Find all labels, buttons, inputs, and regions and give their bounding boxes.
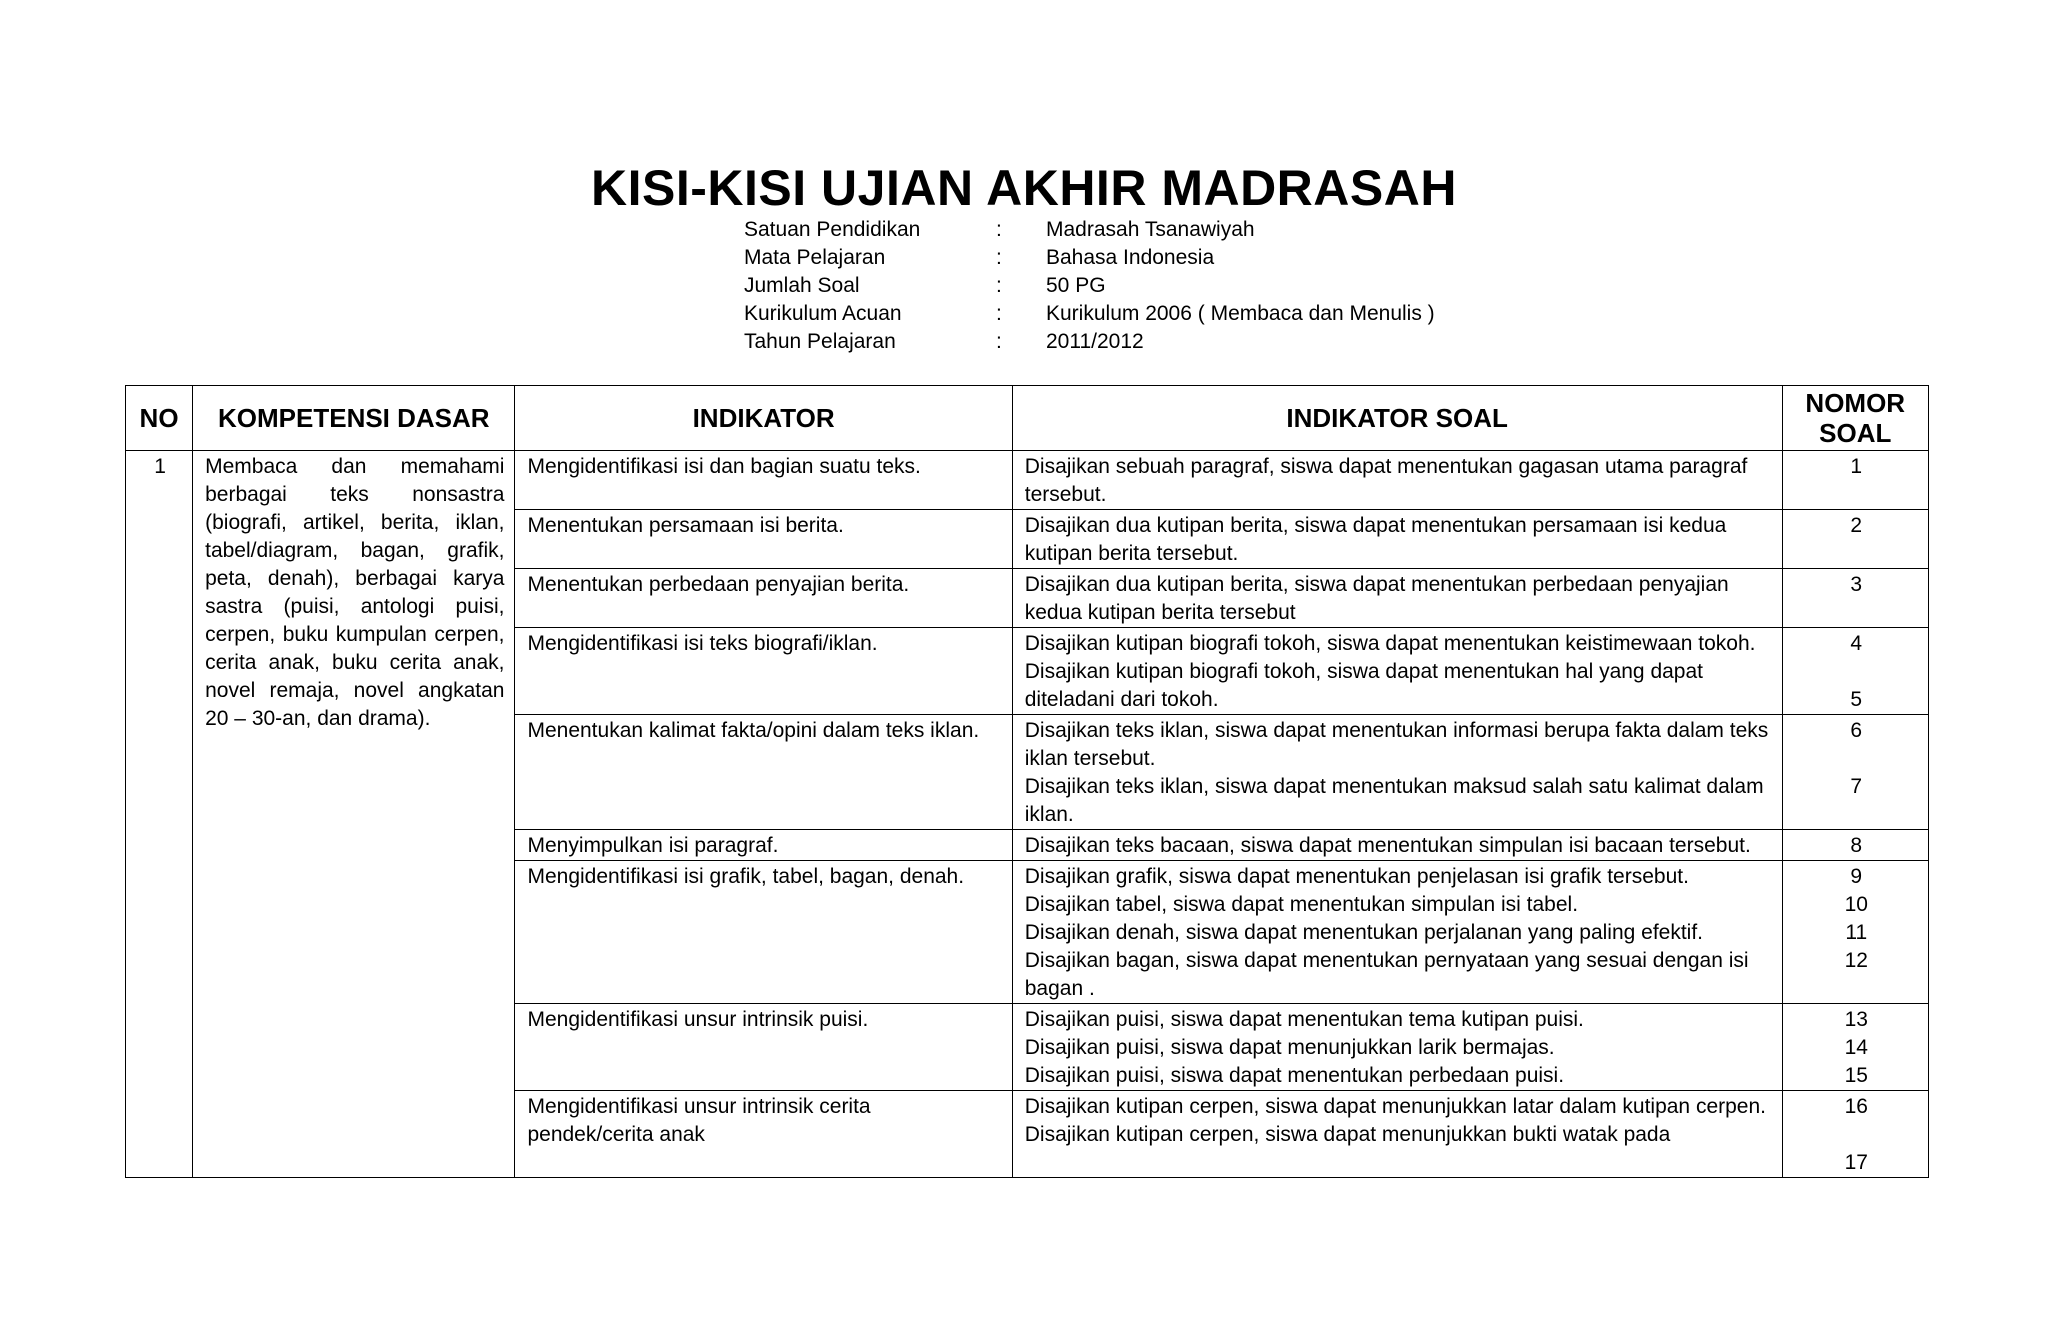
- kisi-table: [125, 385, 1929, 1178]
- header-nomor-soal: NOMOR SOAL: [1782, 386, 1928, 451]
- nomor-soal-item: 8: [1850, 834, 1863, 857]
- meta-row-tahun: [744, 328, 1546, 356]
- nomor-soal-item: 2: [1850, 514, 1863, 537]
- meta-colon: :: [996, 218, 1002, 241]
- nomor-soal-item: 15: [1844, 1064, 1868, 1087]
- cell-indikator: Mengidentifikasi isi grafik, tabel, bagan, denah.: [515, 861, 1012, 1004]
- cell-indikator: Menyimpulkan isi paragraf.: [515, 830, 1012, 861]
- cell-kompetensi-dasar: Membaca dan memahami berbagai teks nonsastra (biografi, artikel, berita, iklan, tabel/diagram, bagan, grafik, peta, denah), berbagai karya sastra (puisi, antologi puisi, cerpen, buku kumpulan cerpen, cerita anak, buku cerita anak, novel remaja, novel angkatan 20 – 30-an, dan drama).: [193, 451, 515, 1178]
- cell-indikator-soal: [1012, 830, 1782, 861]
- header-kompetensi-dasar: KOMPETENSI DASAR: [193, 386, 515, 451]
- table-row: [126, 451, 1929, 510]
- indikator-soal-item: Disajikan kutipan cerpen, siswa dapat menunjukkan latar dalam kutipan cerpen.: [1024, 1095, 1766, 1118]
- cell-nomor-soal: [1782, 830, 1928, 861]
- header-indikator-soal: INDIKATOR SOAL: [1012, 386, 1782, 451]
- meta-row-jumlah: [744, 272, 1546, 300]
- document-title: KISI-KISI UJIAN AKHIR MADRASAH: [591, 160, 1457, 216]
- nomor-soal-item: 3: [1850, 573, 1863, 596]
- nomor-soal-item: 16: [1844, 1095, 1868, 1118]
- cell-nomor-soal: [1782, 715, 1928, 830]
- cell-nomor-soal: [1782, 628, 1928, 715]
- meta-value: 2011/2012: [1046, 330, 1144, 353]
- cell-indikator-soal: [1012, 1004, 1782, 1091]
- cell-indikator-soal: [1012, 715, 1782, 830]
- indikator-soal-item: Disajikan teks iklan, siswa dapat menentukan maksud salah satu kalimat dalam iklan.: [1024, 775, 1764, 826]
- cell-indikator: Mengidentifikasi isi teks biografi/iklan.: [515, 628, 1012, 715]
- nomor-soal-item: 4: [1850, 632, 1863, 655]
- meta-label: Mata Pelajaran: [744, 246, 886, 269]
- indikator-soal-item: Disajikan kutipan cerpen, siswa dapat menunjukkan bukti watak pada: [1024, 1123, 1671, 1146]
- cell-indikator-soal: [1012, 628, 1782, 715]
- cell-indikator: Menentukan kalimat fakta/opini dalam teks iklan.: [515, 715, 1012, 830]
- table-body: [126, 451, 1929, 1178]
- indikator-soal-item: Disajikan kutipan biografi tokoh, siswa dapat menentukan keistimewaan tokoh.: [1024, 632, 1756, 655]
- nomor-soal-item: 11: [1845, 921, 1868, 944]
- nomor-soal-item: 10: [1844, 893, 1868, 916]
- table-header-row: [126, 386, 1929, 451]
- cell-indikator-soal: [1012, 451, 1782, 510]
- cell-nomor-soal: [1782, 1004, 1928, 1091]
- meta-value: Madrasah Tsanawiyah: [1046, 218, 1255, 241]
- nomor-soal-item: 12: [1844, 949, 1868, 972]
- indikator-soal-item: Disajikan bagan, siswa dapat menentukan pernyataan yang sesuai dengan isi bagan .: [1024, 949, 1749, 1000]
- meta-label: Satuan Pendidikan: [744, 218, 921, 241]
- nomor-soal-item: 5: [1850, 688, 1863, 711]
- meta-value: Kurikulum 2006 ( Membaca dan Menulis ): [1046, 302, 1435, 325]
- nomor-soal-item: 6: [1850, 719, 1863, 742]
- meta-label: Tahun Pelajaran: [744, 330, 896, 353]
- header-no: NO: [126, 386, 193, 451]
- cell-indikator: Menentukan persamaan isi berita.: [515, 510, 1012, 569]
- cell-nomor-soal: [1782, 510, 1928, 569]
- indikator-soal-item: Disajikan denah, siswa dapat menentukan perjalanan yang paling efektif.: [1024, 921, 1704, 944]
- cell-indikator: Mengidentifikasi unsur intrinsik cerita pendek/cerita anak: [515, 1091, 1012, 1178]
- cell-indikator-soal: [1012, 1091, 1782, 1178]
- cell-indikator: Menentukan perbedaan penyajian berita.: [515, 569, 1012, 628]
- indikator-soal-item: Disajikan tabel, siswa dapat menentukan simpulan isi tabel.: [1024, 893, 1579, 916]
- nomor-soal-item: 14: [1844, 1036, 1868, 1059]
- cell-indikator: Mengidentifikasi isi dan bagian suatu teks.: [515, 451, 1012, 510]
- nomor-soal-item: 13: [1844, 1008, 1868, 1031]
- meta-colon: :: [996, 330, 1002, 353]
- document-meta: [744, 216, 1546, 356]
- cell-indikator-soal: [1012, 861, 1782, 1004]
- header-indikator: INDIKATOR: [515, 386, 1012, 451]
- cell-indikator-soal: [1012, 510, 1782, 569]
- nomor-soal-item: 9: [1850, 865, 1863, 888]
- nomor-soal-item: 1: [1850, 455, 1863, 478]
- indikator-soal-item: Disajikan teks bacaan, siswa dapat menentukan simpulan isi bacaan tersebut.: [1024, 834, 1751, 857]
- nomor-soal-item: 17: [1844, 1151, 1868, 1174]
- cell-nomor-soal: [1782, 569, 1928, 628]
- cell-nomor-soal: [1782, 1091, 1928, 1178]
- indikator-soal-item: Disajikan dua kutipan berita, siswa dapat menentukan persamaan isi kedua kutipan berita tersebut.: [1024, 514, 1727, 565]
- cell-indikator: Mengidentifikasi unsur intrinsik puisi.: [515, 1004, 1012, 1091]
- cell-nomor-soal: [1782, 861, 1928, 1004]
- meta-label: Jumlah Soal: [744, 274, 860, 297]
- cell-no: 1: [126, 451, 193, 1178]
- indikator-soal-item: Disajikan puisi, siswa dapat menunjukkan larik bermajas.: [1024, 1036, 1555, 1059]
- indikator-soal-item: Disajikan dua kutipan berita, siswa dapat menentukan perbedaan penyajian kedua kutipan berita tersebut: [1024, 573, 1729, 624]
- cell-indikator-soal: [1012, 569, 1782, 628]
- indikator-soal-item: Disajikan puisi, siswa dapat menentukan perbedaan puisi.: [1024, 1064, 1565, 1087]
- meta-label: Kurikulum Acuan: [744, 302, 902, 325]
- indikator-soal-item: Disajikan kutipan biografi tokoh, siswa dapat menentukan hal yang dapat diteladani dari tokoh.: [1024, 660, 1703, 711]
- nomor-soal-item: 7: [1850, 775, 1863, 798]
- meta-colon: :: [996, 246, 1002, 269]
- indikator-soal-item: Disajikan grafik, siswa dapat menentukan penjelasan isi grafik tersebut.: [1024, 865, 1689, 888]
- meta-row-satuan: [744, 216, 1546, 244]
- cell-nomor-soal: [1782, 451, 1928, 510]
- indikator-soal-item: Disajikan sebuah paragraf, siswa dapat menentukan gagasan utama paragraf tersebut.: [1024, 455, 1748, 506]
- meta-value: Bahasa Indonesia: [1046, 246, 1215, 269]
- meta-row-kurikulum: [744, 300, 1546, 328]
- indikator-soal-item: Disajikan teks iklan, siswa dapat menentukan informasi berupa fakta dalam teks iklan tersebut.: [1024, 719, 1769, 770]
- meta-row-mapel: [744, 244, 1546, 272]
- meta-value: 50 PG: [1046, 274, 1106, 297]
- meta-colon: :: [996, 302, 1002, 325]
- indikator-soal-item: Disajikan puisi, siswa dapat menentukan tema kutipan puisi.: [1024, 1008, 1584, 1031]
- meta-colon: :: [996, 274, 1002, 297]
